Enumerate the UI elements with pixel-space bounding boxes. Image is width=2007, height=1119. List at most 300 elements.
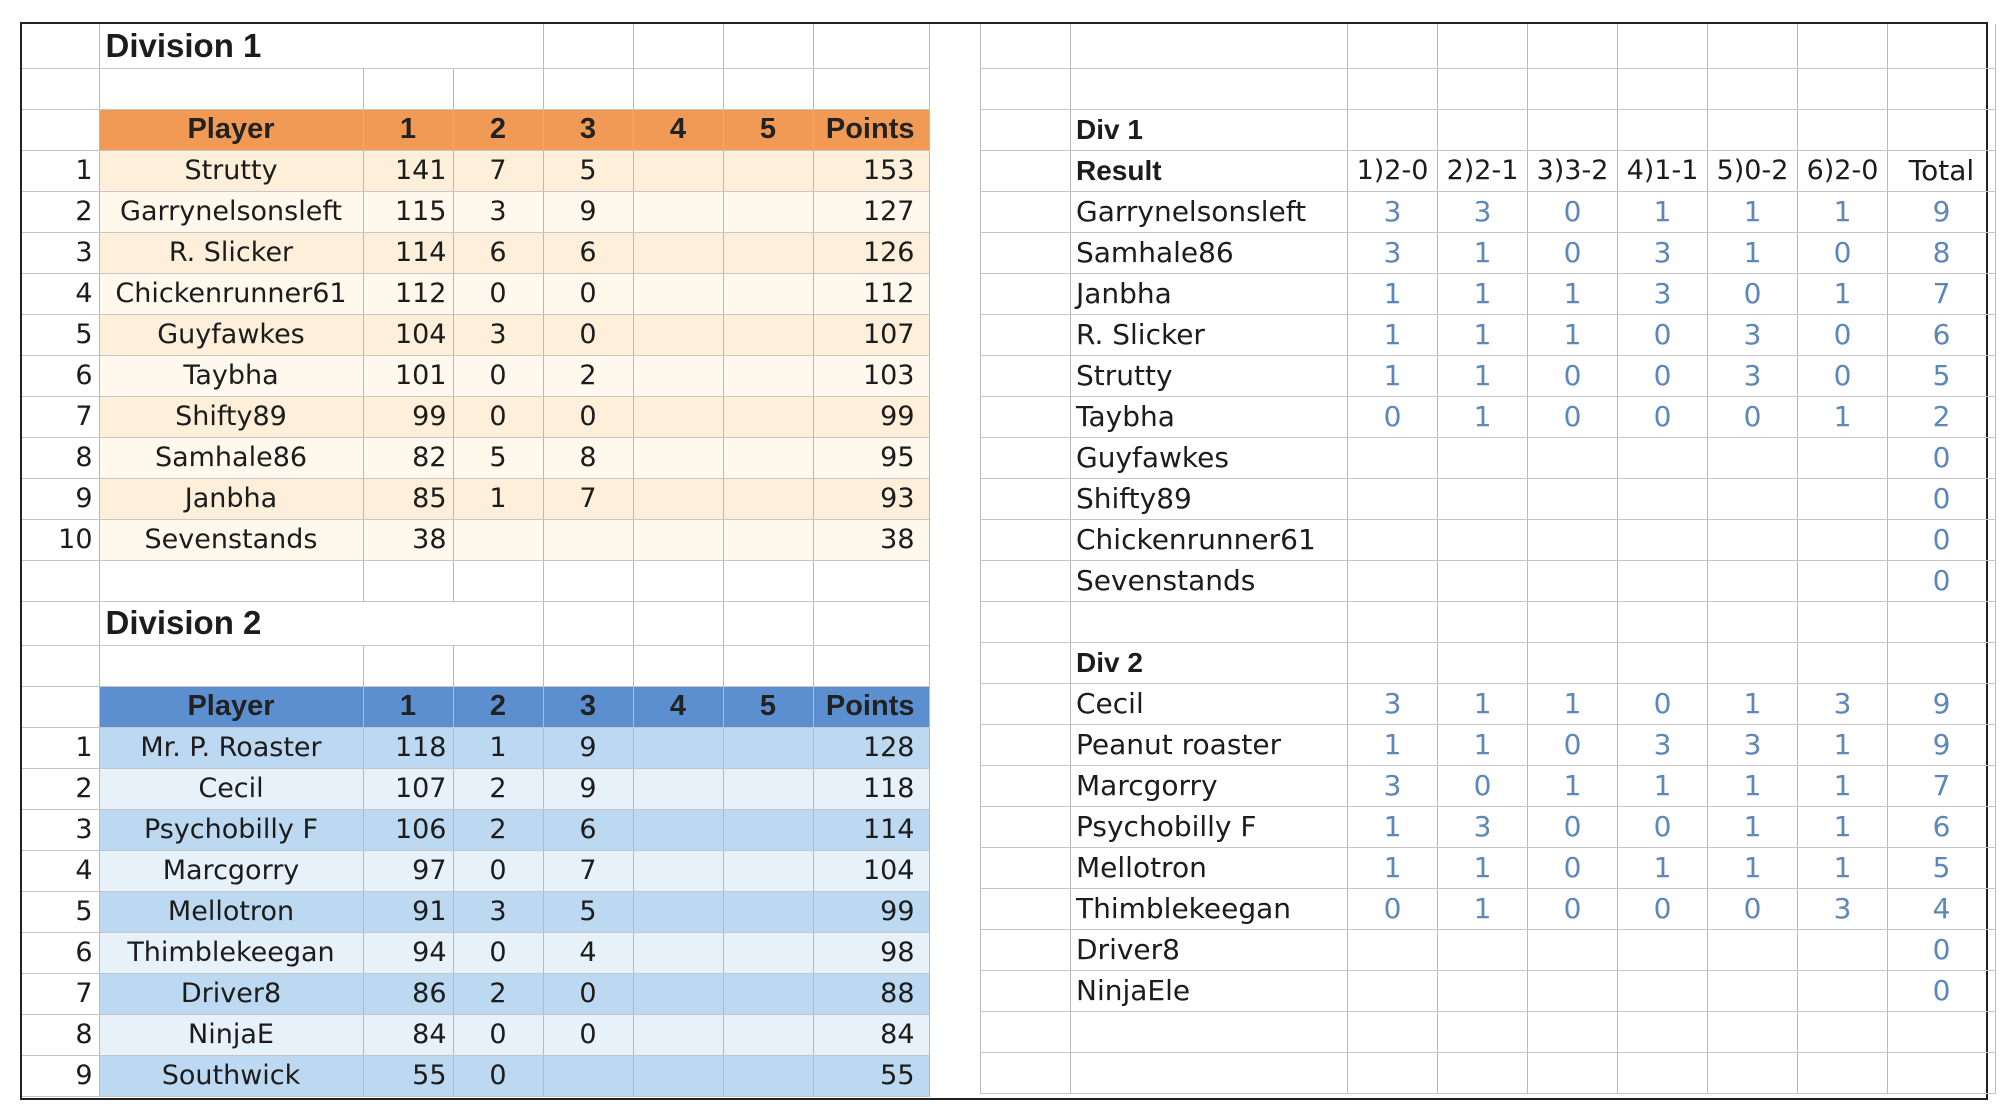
empty-cell[interactable] [1528, 1052, 1618, 1093]
empty-cell[interactable] [1798, 642, 1888, 683]
prediction-score[interactable]: 1 [1798, 847, 1888, 888]
round-5-score[interactable] [723, 396, 813, 437]
points-total[interactable]: 84 [813, 1014, 929, 1055]
prediction-score[interactable] [1618, 478, 1708, 519]
round-2-score[interactable]: 0 [453, 850, 543, 891]
empty-cell[interactable] [981, 683, 1071, 724]
round-2-score[interactable]: 1 [453, 727, 543, 768]
prediction-score[interactable]: 3 [1708, 355, 1798, 396]
player-name[interactable]: Janbha [1071, 273, 1348, 314]
round-2-score[interactable]: 1 [453, 478, 543, 519]
player-name[interactable]: Sevenstands [1071, 560, 1348, 601]
div1-label[interactable]: Div 1 [1071, 109, 1348, 150]
points-total[interactable]: 98 [813, 932, 929, 973]
empty-cell[interactable] [1528, 601, 1618, 642]
round-4-score[interactable] [633, 809, 723, 850]
prediction-score[interactable]: 1 [1348, 273, 1438, 314]
prediction-score[interactable] [1708, 560, 1798, 601]
empty-cell[interactable] [1708, 68, 1798, 109]
prediction-score[interactable]: 0 [1348, 888, 1438, 929]
prediction-score[interactable]: 1 [1438, 724, 1528, 765]
column-header[interactable]: 4 [633, 109, 723, 150]
empty-cell[interactable] [633, 645, 723, 686]
prediction-score[interactable]: 1 [1798, 765, 1888, 806]
rank-number[interactable]: 7 [22, 973, 99, 1014]
round-2-score[interactable]: 7 [453, 150, 543, 191]
round-1-score[interactable]: 107 [363, 768, 453, 809]
player-name[interactable]: Shifty89 [99, 396, 363, 437]
round-4-score[interactable] [633, 314, 723, 355]
round-2-score[interactable]: 5 [453, 437, 543, 478]
prediction-score[interactable]: 0 [1708, 396, 1798, 437]
empty-cell[interactable] [723, 68, 813, 109]
column-header[interactable]: 2 [453, 686, 543, 727]
prediction-score[interactable] [1348, 437, 1438, 478]
player-name[interactable]: Samhale86 [99, 437, 363, 478]
prediction-score[interactable]: 0 [1798, 355, 1888, 396]
empty-cell[interactable] [981, 765, 1071, 806]
empty-cell[interactable] [1618, 642, 1708, 683]
prediction-score[interactable]: 1 [1438, 314, 1528, 355]
column-header[interactable]: 3 [543, 686, 633, 727]
round-3-score[interactable]: 8 [543, 437, 633, 478]
prediction-score[interactable]: 1 [1708, 232, 1798, 273]
player-name[interactable]: Mr. P. Roaster [99, 727, 363, 768]
prediction-score[interactable]: 1 [1798, 724, 1888, 765]
prediction-score[interactable] [1528, 560, 1618, 601]
round-5-score[interactable] [723, 727, 813, 768]
empty-cell[interactable] [543, 68, 633, 109]
prediction-score[interactable]: 0 [1528, 232, 1618, 273]
empty-cell[interactable] [1798, 68, 1888, 109]
round-5-score[interactable] [723, 191, 813, 232]
prediction-total[interactable]: 0 [1888, 437, 1996, 478]
player-name[interactable]: Guyfawkes [1071, 437, 1348, 478]
rank-number[interactable]: 4 [22, 273, 99, 314]
player-name[interactable]: Chickenrunner61 [1071, 519, 1348, 560]
empty-cell[interactable] [1798, 1011, 1888, 1052]
prediction-score[interactable]: 3 [1708, 314, 1798, 355]
prediction-score[interactable] [1618, 437, 1708, 478]
round-3-score[interactable]: 2 [543, 355, 633, 396]
round-5-score[interactable] [723, 891, 813, 932]
round-3-score[interactable]: 0 [543, 396, 633, 437]
round-1-score[interactable]: 55 [363, 1055, 453, 1096]
prediction-score[interactable]: 1 [1438, 683, 1528, 724]
empty-cell[interactable] [1888, 24, 1996, 68]
round-5-score[interactable] [723, 232, 813, 273]
prediction-score[interactable] [1348, 560, 1438, 601]
empty-cell[interactable] [723, 24, 813, 68]
rank-number[interactable]: 8 [22, 437, 99, 478]
round-5-score[interactable] [723, 973, 813, 1014]
empty-cell[interactable] [981, 929, 1071, 970]
player-name[interactable]: Peanut roaster [1071, 724, 1348, 765]
player-name[interactable]: Cecil [99, 768, 363, 809]
round-5-score[interactable] [723, 1014, 813, 1055]
empty-cell[interactable] [1438, 24, 1528, 68]
empty-cell[interactable] [1888, 1011, 1996, 1052]
prediction-score[interactable]: 0 [1618, 314, 1708, 355]
rank-number[interactable]: 9 [22, 478, 99, 519]
round-3-score[interactable] [543, 519, 633, 560]
prediction-score[interactable]: 0 [1528, 888, 1618, 929]
round-4-score[interactable] [633, 150, 723, 191]
empty-cell[interactable] [1798, 601, 1888, 642]
prediction-total[interactable]: 9 [1888, 724, 1996, 765]
empty-cell[interactable] [453, 68, 543, 109]
round-3-score[interactable]: 0 [543, 1014, 633, 1055]
prediction-score[interactable] [1348, 478, 1438, 519]
empty-cell[interactable] [813, 68, 929, 109]
prediction-score[interactable]: 3 [1348, 191, 1438, 232]
empty-cell[interactable] [1888, 109, 1996, 150]
round-3-score[interactable]: 0 [543, 273, 633, 314]
round-1-score[interactable]: 94 [363, 932, 453, 973]
round-1-score[interactable]: 85 [363, 478, 453, 519]
empty-cell[interactable] [363, 645, 453, 686]
round-3-score[interactable]: 7 [543, 478, 633, 519]
prediction-score[interactable]: 0 [1528, 806, 1618, 847]
round-5-score[interactable] [723, 932, 813, 973]
player-name[interactable]: Thimblekeegan [99, 932, 363, 973]
rank-number[interactable]: 2 [22, 191, 99, 232]
round-3-score[interactable]: 0 [543, 314, 633, 355]
round-2-score[interactable]: 0 [453, 355, 543, 396]
empty-cell[interactable] [981, 314, 1071, 355]
column-header[interactable]: 1 [363, 109, 453, 150]
prediction-score[interactable]: 3 [1348, 683, 1438, 724]
empty-cell[interactable] [1071, 24, 1348, 68]
prediction-score[interactable]: 1 [1348, 314, 1438, 355]
prediction-score[interactable] [1798, 519, 1888, 560]
empty-cell[interactable] [22, 68, 99, 109]
rank-number[interactable]: 10 [22, 519, 99, 560]
round-3-score[interactable]: 7 [543, 850, 633, 891]
round-4-score[interactable] [633, 932, 723, 973]
prediction-score[interactable]: 3 [1438, 806, 1528, 847]
empty-cell[interactable] [1708, 601, 1798, 642]
total-header[interactable]: Total [1888, 150, 1996, 191]
round-2-score[interactable]: 0 [453, 1055, 543, 1096]
empty-cell[interactable] [981, 437, 1071, 478]
prediction-score[interactable] [1438, 478, 1528, 519]
result-column-header[interactable]: 3)3-2 [1528, 150, 1618, 191]
empty-cell[interactable] [813, 560, 929, 601]
round-5-score[interactable] [723, 355, 813, 396]
prediction-score[interactable]: 3 [1348, 232, 1438, 273]
empty-cell[interactable] [1348, 24, 1438, 68]
result-column-header[interactable]: 1)2-0 [1348, 150, 1438, 191]
prediction-total[interactable]: 6 [1888, 314, 1996, 355]
round-3-score[interactable]: 5 [543, 891, 633, 932]
empty-cell[interactable] [1798, 109, 1888, 150]
column-header[interactable]: Player [99, 686, 363, 727]
empty-cell[interactable] [1618, 68, 1708, 109]
empty-cell[interactable] [22, 686, 99, 727]
prediction-score[interactable] [1708, 970, 1798, 1011]
round-4-score[interactable] [633, 355, 723, 396]
empty-cell[interactable] [1528, 24, 1618, 68]
empty-cell[interactable] [1438, 1011, 1528, 1052]
empty-cell[interactable] [1528, 109, 1618, 150]
round-4-score[interactable] [633, 396, 723, 437]
points-total[interactable]: 153 [813, 150, 929, 191]
player-name[interactable]: Mellotron [1071, 847, 1348, 888]
empty-cell[interactable] [543, 24, 633, 68]
empty-cell[interactable] [981, 150, 1071, 191]
prediction-score[interactable] [1708, 929, 1798, 970]
column-header[interactable]: Player [99, 109, 363, 150]
round-3-score[interactable]: 0 [543, 973, 633, 1014]
empty-cell[interactable] [981, 724, 1071, 765]
empty-cell[interactable] [1438, 642, 1528, 683]
points-total[interactable]: 128 [813, 727, 929, 768]
empty-cell[interactable] [1348, 1011, 1438, 1052]
round-3-score[interactable]: 6 [543, 809, 633, 850]
empty-cell[interactable] [1888, 1052, 1996, 1093]
empty-cell[interactable] [1708, 1052, 1798, 1093]
points-total[interactable]: 95 [813, 437, 929, 478]
round-2-score[interactable]: 3 [453, 891, 543, 932]
column-header[interactable]: 2 [453, 109, 543, 150]
player-name[interactable]: NinjaEle [1071, 970, 1348, 1011]
empty-cell[interactable] [453, 24, 543, 68]
round-2-score[interactable]: 0 [453, 1014, 543, 1055]
player-name[interactable]: R. Slicker [99, 232, 363, 273]
prediction-score[interactable] [1528, 970, 1618, 1011]
empty-cell[interactable] [1618, 1052, 1708, 1093]
prediction-score[interactable]: 1 [1348, 806, 1438, 847]
prediction-score[interactable]: 1 [1798, 273, 1888, 314]
empty-cell[interactable] [981, 519, 1071, 560]
round-4-score[interactable] [633, 768, 723, 809]
prediction-score[interactable]: 1 [1708, 806, 1798, 847]
prediction-score[interactable] [1528, 929, 1618, 970]
round-2-score[interactable]: 2 [453, 809, 543, 850]
prediction-score[interactable]: 3 [1348, 765, 1438, 806]
points-total[interactable]: 55 [813, 1055, 929, 1096]
player-name[interactable]: Marcgorry [99, 850, 363, 891]
round-4-score[interactable] [633, 727, 723, 768]
prediction-total[interactable]: 2 [1888, 396, 1996, 437]
player-name[interactable]: Thimblekeegan [1071, 888, 1348, 929]
round-2-score[interactable]: 6 [453, 232, 543, 273]
empty-cell[interactable] [1071, 1052, 1348, 1093]
points-total[interactable]: 112 [813, 273, 929, 314]
points-total[interactable]: 104 [813, 850, 929, 891]
prediction-score[interactable]: 0 [1528, 396, 1618, 437]
prediction-total[interactable]: 5 [1888, 847, 1996, 888]
rank-number[interactable]: 4 [22, 850, 99, 891]
prediction-total[interactable]: 0 [1888, 478, 1996, 519]
div2-label[interactable]: Div 2 [1071, 642, 1348, 683]
prediction-score[interactable] [1798, 437, 1888, 478]
empty-cell[interactable] [453, 601, 543, 645]
empty-cell[interactable] [1348, 601, 1438, 642]
player-name[interactable]: Marcgorry [1071, 765, 1348, 806]
round-3-score[interactable]: 4 [543, 932, 633, 973]
prediction-score[interactable]: 0 [1528, 724, 1618, 765]
empty-cell[interactable] [981, 191, 1071, 232]
round-4-score[interactable] [633, 478, 723, 519]
round-1-score[interactable]: 101 [363, 355, 453, 396]
round-1-score[interactable]: 91 [363, 891, 453, 932]
empty-cell[interactable] [1438, 601, 1528, 642]
prediction-score[interactable]: 1 [1348, 847, 1438, 888]
empty-cell[interactable] [633, 560, 723, 601]
points-total[interactable]: 88 [813, 973, 929, 1014]
empty-cell[interactable] [1708, 109, 1798, 150]
prediction-score[interactable]: 0 [1618, 396, 1708, 437]
empty-cell[interactable] [1618, 24, 1708, 68]
prediction-score[interactable]: 1 [1798, 806, 1888, 847]
empty-cell[interactable] [453, 560, 543, 601]
empty-cell[interactable] [1618, 1011, 1708, 1052]
prediction-score[interactable]: 0 [1348, 396, 1438, 437]
empty-cell[interactable] [22, 601, 99, 645]
empty-cell[interactable] [1888, 68, 1996, 109]
round-4-score[interactable] [633, 1055, 723, 1096]
round-4-score[interactable] [633, 519, 723, 560]
empty-cell[interactable] [1798, 24, 1888, 68]
empty-cell[interactable] [633, 601, 723, 645]
prediction-score[interactable]: 1 [1528, 314, 1618, 355]
prediction-score[interactable] [1798, 970, 1888, 1011]
empty-cell[interactable] [363, 560, 453, 601]
result-label[interactable]: Result [1071, 150, 1348, 191]
prediction-score[interactable]: 1 [1528, 273, 1618, 314]
round-4-score[interactable] [633, 273, 723, 314]
round-2-score[interactable]: 2 [453, 768, 543, 809]
prediction-score[interactable]: 1 [1708, 683, 1798, 724]
empty-cell[interactable] [813, 645, 929, 686]
empty-cell[interactable] [633, 68, 723, 109]
prediction-score[interactable]: 0 [1438, 765, 1528, 806]
column-header[interactable]: 5 [723, 109, 813, 150]
prediction-score[interactable] [1798, 929, 1888, 970]
round-5-score[interactable] [723, 519, 813, 560]
prediction-score[interactable]: 1 [1618, 765, 1708, 806]
prediction-score[interactable] [1618, 929, 1708, 970]
column-header[interactable]: 4 [633, 686, 723, 727]
round-5-score[interactable] [723, 850, 813, 891]
empty-cell[interactable] [99, 645, 363, 686]
prediction-score[interactable] [1798, 478, 1888, 519]
player-name[interactable]: Mellotron [99, 891, 363, 932]
rank-number[interactable]: 1 [22, 150, 99, 191]
prediction-score[interactable]: 0 [1618, 806, 1708, 847]
prediction-total[interactable]: 9 [1888, 191, 1996, 232]
empty-cell[interactable] [1071, 1011, 1348, 1052]
prediction-total[interactable]: 5 [1888, 355, 1996, 396]
empty-cell[interactable] [1708, 24, 1798, 68]
prediction-score[interactable]: 3 [1798, 683, 1888, 724]
player-name[interactable]: Sevenstands [99, 519, 363, 560]
prediction-score[interactable]: 1 [1798, 191, 1888, 232]
prediction-total[interactable]: 4 [1888, 888, 1996, 929]
empty-cell[interactable] [1438, 68, 1528, 109]
prediction-total[interactable]: 7 [1888, 273, 1996, 314]
round-2-score[interactable]: 3 [453, 191, 543, 232]
player-name[interactable]: Driver8 [99, 973, 363, 1014]
division1-title[interactable]: Division 1 [99, 24, 453, 68]
player-name[interactable]: Samhale86 [1071, 232, 1348, 273]
rank-number[interactable]: 8 [22, 1014, 99, 1055]
empty-cell[interactable] [1618, 109, 1708, 150]
prediction-score[interactable] [1708, 437, 1798, 478]
prediction-score[interactable] [1348, 519, 1438, 560]
round-5-score[interactable] [723, 437, 813, 478]
prediction-score[interactable]: 1 [1348, 355, 1438, 396]
prediction-score[interactable]: 1 [1618, 847, 1708, 888]
round-3-score[interactable]: 9 [543, 727, 633, 768]
prediction-score[interactable]: 0 [1798, 314, 1888, 355]
prediction-total[interactable]: 6 [1888, 806, 1996, 847]
round-2-score[interactable]: 0 [453, 396, 543, 437]
prediction-score[interactable]: 0 [1708, 888, 1798, 929]
prediction-score[interactable]: 1 [1348, 724, 1438, 765]
empty-cell[interactable] [1708, 642, 1798, 683]
prediction-score[interactable]: 1 [1438, 847, 1528, 888]
division2-title[interactable]: Division 2 [99, 601, 453, 645]
prediction-total[interactable]: 8 [1888, 232, 1996, 273]
column-header[interactable]: Points [813, 686, 929, 727]
empty-cell[interactable] [1438, 1052, 1528, 1093]
empty-cell[interactable] [1888, 601, 1996, 642]
points-total[interactable]: 118 [813, 768, 929, 809]
rank-number[interactable]: 6 [22, 355, 99, 396]
empty-cell[interactable] [99, 68, 363, 109]
prediction-score[interactable] [1438, 929, 1528, 970]
points-total[interactable]: 38 [813, 519, 929, 560]
prediction-score[interactable]: 0 [1528, 847, 1618, 888]
empty-cell[interactable] [981, 273, 1071, 314]
player-name[interactable]: Cecil [1071, 683, 1348, 724]
empty-cell[interactable] [981, 888, 1071, 929]
rank-number[interactable]: 3 [22, 232, 99, 273]
round-2-score[interactable]: 2 [453, 973, 543, 1014]
player-name[interactable]: Taybha [1071, 396, 1348, 437]
rank-number[interactable]: 2 [22, 768, 99, 809]
round-1-score[interactable]: 141 [363, 150, 453, 191]
prediction-score[interactable]: 3 [1618, 724, 1708, 765]
prediction-score[interactable] [1438, 437, 1528, 478]
round-2-score[interactable]: 3 [453, 314, 543, 355]
prediction-score[interactable]: 3 [1708, 724, 1798, 765]
empty-cell[interactable] [723, 601, 813, 645]
result-column-header[interactable]: 2)2-1 [1438, 150, 1528, 191]
empty-cell[interactable] [981, 355, 1071, 396]
player-name[interactable]: Chickenrunner61 [99, 273, 363, 314]
rank-number[interactable]: 1 [22, 727, 99, 768]
prediction-score[interactable]: 1 [1618, 191, 1708, 232]
rank-number[interactable]: 9 [22, 1055, 99, 1096]
round-1-score[interactable]: 38 [363, 519, 453, 560]
points-total[interactable]: 103 [813, 355, 929, 396]
points-total[interactable]: 127 [813, 191, 929, 232]
empty-cell[interactable] [1438, 109, 1528, 150]
prediction-score[interactable]: 0 [1708, 273, 1798, 314]
empty-cell[interactable] [981, 847, 1071, 888]
round-4-score[interactable] [633, 191, 723, 232]
prediction-score[interactable]: 1 [1438, 888, 1528, 929]
round-1-score[interactable]: 112 [363, 273, 453, 314]
empty-cell[interactable] [981, 68, 1071, 109]
empty-cell[interactable] [813, 24, 929, 68]
prediction-score[interactable]: 1 [1438, 355, 1528, 396]
round-1-score[interactable]: 115 [363, 191, 453, 232]
